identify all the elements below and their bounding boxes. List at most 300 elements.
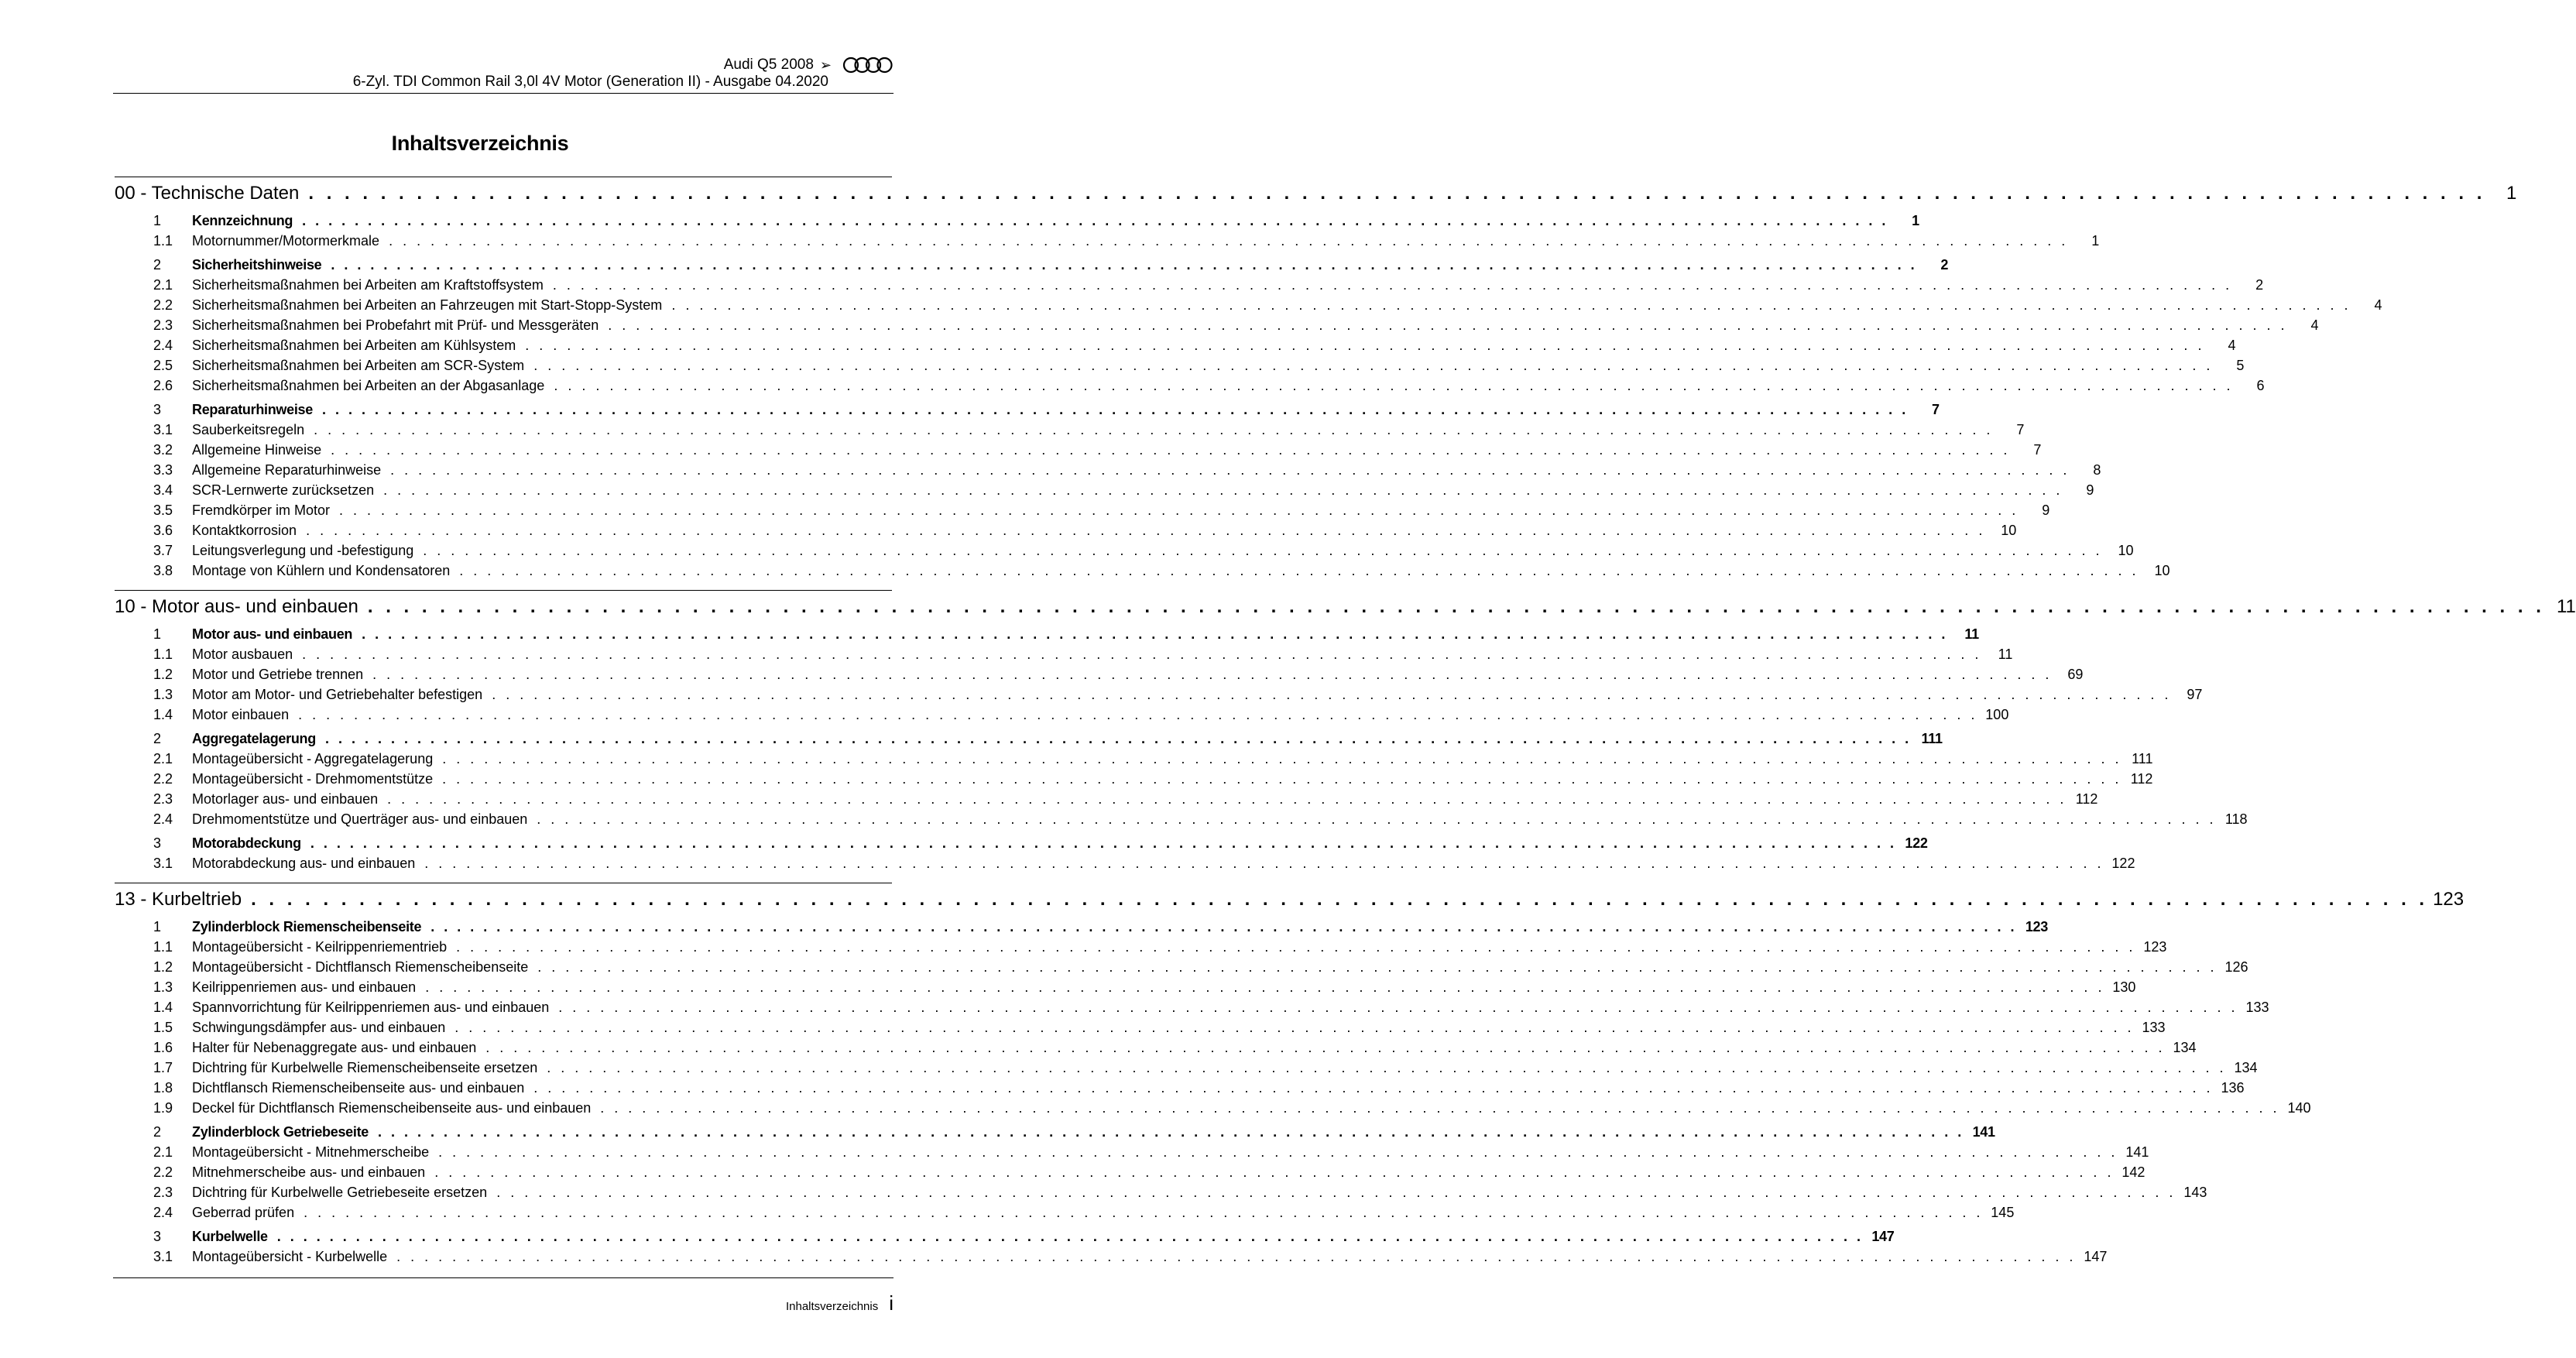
sub-title: Deckel für Dichtflansch Riemenscheibenseite aus- und einbauen xyxy=(192,1100,592,1116)
table-of-contents xyxy=(115,177,2576,1267)
sub-label xyxy=(115,937,447,957)
section-entry[interactable] xyxy=(115,1122,1995,1142)
sub-number: 1.1 xyxy=(153,939,173,955)
section-entry[interactable] xyxy=(115,729,1943,749)
section-number: 2 xyxy=(153,731,161,746)
subsection-entry[interactable] xyxy=(115,644,2013,664)
sub-title: SCR-Lernwerte zurücksetzen xyxy=(192,482,375,498)
sub-title: Dichtring für Kurbelwelle Getriebeseite ersetzen xyxy=(192,1185,488,1200)
sub-page-number: 4 xyxy=(2374,297,2382,313)
sub-number: 2.1 xyxy=(153,277,173,293)
section-page-number: 111 xyxy=(1921,731,1943,746)
sub-page-number: 97 xyxy=(2187,687,2203,702)
leader-dots: . . . . . . . . . . . . . . . . . . . . . . . . . . . . . . . . . . . . . . . . . . . . . . . . . . . . . . . . . . . . . . . . . . . . . . . . . . . . . . . . . . . . . . . . . . . . . . . . . . . . . . . . . . . . . . . . . . . . . . . . . xyxy=(496,1185,2176,1200)
sub-title: Montageübersicht - Dichtflansch Riemenscheibenseite xyxy=(192,959,529,975)
leader-dots: . . . . . . . . . . . . . . . . . . . . . . . . . . . . . . . . . . . . . . . . . . . . . . . . . . . . . . . . . . . . . . . . . . . . . . . . . . . . . . . . . . . . . . . . . . . . . . . . . . . . . . . . . . . . . . . . . . . . . . . . . xyxy=(552,277,2233,293)
sub-page-number: 10 xyxy=(2001,523,2017,538)
section-entry[interactable] xyxy=(115,255,1949,275)
section-label xyxy=(115,211,293,231)
sub-page-number: 112 xyxy=(2075,791,2098,807)
page-title: Inhaltsverzeichnis xyxy=(391,132,569,155)
subsection-entry[interactable] xyxy=(115,440,2042,460)
subsection-entry[interactable] xyxy=(115,1098,2311,1118)
sub-label xyxy=(115,275,544,295)
section-label xyxy=(115,833,301,853)
section-title: Sicherheitshinweise xyxy=(192,257,322,273)
subsection-entry[interactable] xyxy=(115,231,2100,251)
sub-title: Dichtring für Kurbelwelle Riemenscheibenseite ersetzen xyxy=(192,1060,538,1075)
sub-number: 2.2 xyxy=(153,1164,173,1180)
section-label xyxy=(115,400,313,420)
sub-page-number: 141 xyxy=(2125,1144,2149,1160)
leader-dots: . . . . . . . . . . . . . . . . . . . . . . . . . . . . . . . . . . . . . . . . . . . . . . . . . . . . . . . . . . . . . . . . . . . . . . . . . . . . . . . . . . . . . . . . . . . . . . . . . . . . . . . . . . . . . . . . . . . . . . . . . xyxy=(525,338,2205,353)
sub-label xyxy=(115,1058,537,1078)
sub-title: Drehmomentstütze und Querträger aus- und einbauen xyxy=(192,811,528,827)
subsection-entry[interactable] xyxy=(115,749,2153,769)
leader-dots: . . . . . . . . . . . . . . . . . . . . . . . . . . . . . . . . . . . . . . . . . . . . . . . . . . . . . . . . . . . . . . . . . . . . . . . . . . . . . . . . . . . . . . . . . . . . . . . . . . . . . . . . . . . . . . . . . . . . . . . . . xyxy=(331,442,2011,458)
leader-dots: . . . . . . . . . . . . . . . . . . . . . . . . . . . . . . . . . . . . . . . . . . . . . . . . . . . . . . . . . . . . . . . . . . . . . . . . . . . . . . . . . . . . . . . . . . . . . . . . . . . . . . . . . . . . . . . . . . . . . . . . . xyxy=(533,1080,2214,1096)
sub-title: Sicherheitsmaßnahmen bei Arbeiten am Kraftstoffsystem xyxy=(192,277,544,293)
sub-number: 3.2 xyxy=(153,442,173,458)
subsection-entry[interactable] xyxy=(115,315,2319,335)
subsection-entry[interactable] xyxy=(115,520,2017,540)
sub-title: Sicherheitsmaßnahmen bei Probefahrt mit Prüf- und Messgeräten xyxy=(192,317,599,333)
sub-page-number: 8 xyxy=(2093,462,2101,478)
leader-dots: . . . . . . . . . . . . . . . . . . . . . . . . . . . . . . . . . . . . . . . . . . . . . . . . . . . . . . . . . . . . . . . . . . . . . . . . . . . . . . . . . . . . . . . . . . . . . . . . . . . . . . . . . . . . . . . . . . . . . . . . . xyxy=(314,422,1994,437)
sub-number: 1.3 xyxy=(153,687,173,702)
chapter-page-number: 123 xyxy=(2433,889,2465,910)
sub-label xyxy=(115,480,374,500)
section-number: 2 xyxy=(153,1124,161,1140)
leader-dots: . . . . . . . . . . . . . . . . . . . . . . . . . . . . . . . . . . . . . . . . . . . . . . . . . . . . . . . . . . . . . . . . . . . . . . . . . . . . . . . . . . . . . . . . . . . . . . . . . . . . . . . . . . . . . . . . . . . . . . . . . xyxy=(310,835,1897,851)
leader-dots: . . . . . . . . . . . . . . . . . . . . . . . . . . . . . . . . . . . . . . . . . . . . . . . . . . . . . . . . . . . . . . . . . . . . . . . . . . . . . . . . . . . . . . . . . . . . . . . . . . . . . . . . . . . . . . . . . . . . . . . . . xyxy=(442,771,2122,787)
section-number: 3 xyxy=(153,402,161,417)
chapter-title: 13 - Kurbeltrieb xyxy=(115,889,242,910)
sub-number: 2.2 xyxy=(153,297,173,313)
subsection-entry[interactable] xyxy=(115,684,2203,705)
sub-label xyxy=(115,440,321,460)
section-title: Zylinderblock Getriebeseite xyxy=(192,1124,369,1140)
sub-number: 3.1 xyxy=(153,1249,173,1264)
sub-page-number: 118 xyxy=(2224,811,2248,827)
sub-page-number: 111 xyxy=(2132,751,2153,766)
sub-page-number: 136 xyxy=(2221,1080,2245,1096)
leader-dots: . . . . . . . . . . . . . . . . . . . . . . . . . . . . . . . . . . . . . . . . . . . . . . . . . . . . . . . . . . . . . . . . . . . . . . . . . . . . . . . . . . . . . . . . . . . . . . . . . . . . . . . . . . . . . . . . . . . . . . . . . xyxy=(324,731,1912,746)
subsection-entry[interactable] xyxy=(115,1202,2015,1223)
sub-page-number: 9 xyxy=(2086,482,2094,498)
subsection-entry[interactable] xyxy=(115,540,2134,561)
sub-title: Montageübersicht - Kurbelwelle xyxy=(192,1249,388,1264)
leader-dots: . . . . . . . . . . . . . . . . . . . . . . . . . . . . . . . . . . . . . . . . . . . . . . . . . . . . . . . . . . . . . . . . . . . . . . . . . . . . . . . . . . . . . . . . . . . . . . . . . . . . . . . . . . . . . . . . . . . . . . . . . xyxy=(547,1060,2227,1075)
leader-dots: . . . . . . . . . . . . . . . . . . . . . . . . . . . . . . . . . . . . . . . . . . . . . . . . . . . . . . . . . . . . . . . . . . . . . . . . . . . . . . . . . . . . . . . . . . . . . . . . . . . . . . . . . . . . . . . . . . . . . . . . . xyxy=(533,358,2214,373)
footer-label: Inhaltsverzeichnis xyxy=(785,1300,879,1313)
section-page-number: 7 xyxy=(1931,402,1940,417)
chapter-label xyxy=(115,886,242,913)
header-subtitle: 6-Zyl. TDI Common Rail 3,0l 4V Motor (Generation II) - Ausgabe 04.2020 xyxy=(352,74,828,90)
subsection-entry[interactable] xyxy=(115,997,2269,1017)
subsection-entry[interactable] xyxy=(115,460,2101,480)
sub-title: Sicherheitsmaßnahmen bei Arbeiten am SCR-System xyxy=(192,358,525,373)
arrow-icon: ➢ xyxy=(819,57,832,73)
section-entry[interactable] xyxy=(115,211,1919,231)
subsection-entry[interactable] xyxy=(115,561,2170,581)
section-page-number: 141 xyxy=(1972,1124,1995,1140)
chapter-block xyxy=(115,590,2576,873)
section-number: 3 xyxy=(153,1229,161,1244)
leader-dots: . . . . . . . . . . . . . . . . . . . . . . . . . . . . . . . . . . . . . . . . . . . . . . . . . . . . . . . . . . . . . . . . . . . . . . . . . . . . . . . . . . . . . . . . . . . . . . . . . . . . . . . . . . . . . . . . . . . . . . . . . xyxy=(251,889,2429,910)
subsection-entry[interactable] xyxy=(115,853,2135,873)
subsection-entry[interactable] xyxy=(115,1017,2166,1037)
sub-title: Leitungsverlegung und -befestigung xyxy=(192,543,414,558)
sub-title: Sauberkeitsregeln xyxy=(192,422,305,437)
chapter-entry[interactable] xyxy=(115,180,2517,207)
sub-page-number: 123 xyxy=(2143,939,2167,955)
sub-number: 2.1 xyxy=(153,1144,173,1160)
sub-label xyxy=(115,997,549,1017)
subsection-entry[interactable] xyxy=(115,705,2009,725)
chapter-label xyxy=(115,594,358,620)
leader-dots: . . . . . . . . . . . . . . . . . . . . . . . . . . . . . . . . . . . . . . . . . . . . . . . . . . . . . . . . . . . . . . . . . . . . . . . . . . . . . . . . . . . . . . . . . . . . . . . . . . . . . . . . . . . . . . . . . . . . . . . . . xyxy=(302,646,1982,662)
chapter-page-number: 11 xyxy=(2556,596,2576,617)
sub-number: 3.7 xyxy=(153,543,173,558)
sub-title: Kontaktkorrosion xyxy=(192,523,297,538)
sub-title: Motor einbauen xyxy=(192,707,290,722)
sub-label xyxy=(115,684,482,705)
leader-dots: . . . . . . . . . . . . . . . . . . . . . . . . . . . . . . . . . . . . . . . . . . . . . . . . . . . . . . . . . . . . . . . . . . . . . . . . . . . . . . . . . . . . . . . . . . . . . . . . . . . . . . . . . . . . . . . . . . . . . . . . . xyxy=(554,378,2234,393)
sub-label xyxy=(115,664,363,684)
sub-number: 1.4 xyxy=(153,1000,173,1015)
sub-page-number: 100 xyxy=(1985,707,2009,722)
sub-page-number: 5 xyxy=(2236,358,2245,373)
sub-title: Montageübersicht - Mitnehmerscheibe xyxy=(192,1144,430,1160)
leader-dots: . . . . . . . . . . . . . . . . . . . . . . . . . . . . . . . . . . . . . . . . . . . . . . . . . . . . . . . . . . . . . . . . . . . . . . . . . . . . . . . . . . . . . . . . . . . . . . . . . . . . . . . . . . . . . . . . . . . . . . . . . xyxy=(298,707,1978,722)
section-entry[interactable] xyxy=(115,400,1940,420)
subsection-entry[interactable] xyxy=(115,789,2098,809)
leader-dots: . . . . . . . . . . . . . . . . . . . . . . . . . . . . . . . . . . . . . . . . . . . . . . . . . . . . . . . . . . . . . . . . . . . . . . . . . . . . . . . . . . . . . . . . . . . . . . . . . . . . . . . . . . . . . . . . . . . . . . . . . xyxy=(425,979,2105,995)
sub-label xyxy=(115,705,289,725)
sub-title: Allgemeine Reparaturhinweise xyxy=(192,462,382,478)
subsection-entry[interactable] xyxy=(115,275,2264,295)
leader-dots: . . . . . . . . . . . . . . . . . . . . . . . . . . . . . . . . . . . . . . . . . . . . . . . . . . . . . . . . . . . . . . . . . . . . . . . . . . . . . . . . . . . . . . . . . . . . . . . . . . . . . . . . . . . . . . . . . . . . . . . . . xyxy=(302,213,1888,228)
sub-number: 1.1 xyxy=(153,646,173,662)
leader-dots: . . . . . . . . . . . . . . . . . . . . . . . . . . . . . . . . . . . . . . . . . . . . . . . . . . . . . . . . . . . . . . . . . . . . . . . . . . . . . . . . . . . . . . . . . . . . . . . . . . . . . . . . . . . . . . . . . . . . . . . . . xyxy=(377,1124,1964,1140)
sub-title: Geberrad prüfen xyxy=(192,1205,295,1220)
sub-label xyxy=(115,789,378,809)
section-entry[interactable] xyxy=(115,624,1979,644)
section-title: Kurbelwelle xyxy=(192,1229,268,1244)
sub-label xyxy=(115,231,379,251)
chapter-entry[interactable] xyxy=(115,886,2465,913)
leader-dots: . . . . . . . . . . . . . . . . . . . . . . . . . . . . . . . . . . . . . . . . . . . . . . . . . . . . . . . . . . . . . . . . . . . . . . . . . . . . . . . . . . . . . . . . . . . . . . . . . . . . . . . . . . . . . . . . . . . . . . . . . xyxy=(438,1144,2118,1160)
sub-title: Sicherheitsmaßnahmen bei Arbeiten am Kühlsystem xyxy=(192,338,516,353)
sub-page-number: 4 xyxy=(2228,338,2236,353)
sub-number: 2.5 xyxy=(153,358,173,373)
section-number: 1 xyxy=(153,919,161,934)
page-footer xyxy=(786,1291,894,1315)
subsection-entry[interactable] xyxy=(115,335,2236,355)
subsection-entry[interactable] xyxy=(115,977,2136,997)
subsection-entry[interactable] xyxy=(115,355,2245,376)
header-divider xyxy=(113,93,894,94)
sub-label xyxy=(115,1037,476,1058)
leader-dots: . . . . . . . . . . . . . . . . . . . . . . . . . . . . . . . . . . . . . . . . . . . . . . . . . . . . . . . . . . . . . . . . . . . . . . . . . . . . . . . . . . . . . . . . . . . . . . . . . . . . . . . . . . . . . . . . . . . . . . . . . xyxy=(454,1020,2135,1035)
sub-number: 3.5 xyxy=(153,502,173,518)
sub-title: Halter für Nebenaggregate aus- und einbauen xyxy=(192,1040,477,1055)
sub-number: 2.3 xyxy=(153,791,173,807)
sub-page-number: 133 xyxy=(2142,1020,2166,1035)
leader-dots: . . . . . . . . . . . . . . . . . . . . . . . . . . . . . . . . . . . . . . . . . . . . . . . . . . . . . . . . . . . . . . . . . . . . . . . . . . . . . . . . . . . . . . . . . . . . . . . . . . . . . . . . . . . . . . . . . . . . . . . . . xyxy=(424,856,2104,871)
subsection-entry[interactable] xyxy=(115,420,2025,440)
subsection-entry[interactable] xyxy=(115,1162,2146,1182)
section-title: Kennzeichnung xyxy=(192,213,293,228)
section-page-number: 147 xyxy=(1871,1229,1895,1244)
sub-number: 1.8 xyxy=(153,1080,173,1096)
sub-number: 1.5 xyxy=(153,1020,173,1035)
leader-dots: . . . . . . . . . . . . . . . . . . . . . . . . . . . . . . . . . . . . . . . . . . . . . . . . . . . . . . . . . . . . . . . . . . . . . . . . . . . . . . . . . . . . . . . . . . . . . . . . . . . . . . . . . . . . . . . . . . . . . . . . . xyxy=(537,959,2218,975)
sub-title: Sicherheitsmaßnahmen bei Arbeiten an der Abgasanlage xyxy=(192,378,545,393)
sub-page-number: 7 xyxy=(2016,422,2025,437)
sub-label xyxy=(115,1098,591,1118)
section-title: Zylinderblock Riemenscheibenseite xyxy=(192,919,422,934)
subsection-entry[interactable] xyxy=(115,1182,2207,1202)
section-number: 1 xyxy=(153,626,161,642)
subsection-entry[interactable] xyxy=(115,376,2265,396)
sub-title: Allgemeine Hinweise xyxy=(192,442,322,458)
sub-page-number: 2 xyxy=(2255,277,2264,293)
section-entry[interactable] xyxy=(115,833,1928,853)
section-number: 3 xyxy=(153,835,161,851)
sub-title: Motor und Getriebe trennen xyxy=(192,667,364,682)
sub-page-number: 4 xyxy=(2310,317,2319,333)
leader-dots: . . . . . . . . . . . . . . . . . . . . . . . . . . . . . . . . . . . . . . . . . . . . . . . . . . . . . . . . . . . . . . . . . . . . . . . . . . . . . . . . . . . . . . . . . . . . . . . . . . . . . . . . . . . . . . . . . . . . . . . . . xyxy=(362,626,1948,642)
leader-dots: . . . . . . . . . . . . . . . . . . . . . . . . . . . . . . . . . . . . . . . . . . . . . . . . . . . . . . . . . . . . . . . . . . . . . . . . . . . . . . . . . . . . . . . . . . . . . . . . . . . . . . . . . . . . . . . . . . . . . . . . . xyxy=(389,233,2069,249)
section-number: 2 xyxy=(153,257,161,273)
section-page-number: 123 xyxy=(2025,919,2048,934)
sub-label xyxy=(115,540,413,561)
sub-label xyxy=(115,355,524,376)
sub-number: 3.3 xyxy=(153,462,173,478)
sub-label xyxy=(115,376,544,396)
chapter-block xyxy=(115,177,2517,581)
sub-label xyxy=(115,500,330,520)
leader-dots: . . . . . . . . . . . . . . . . . . . . . . . . . . . . . . . . . . . . . . . . . . . . . . . . . . . . . . . . . . . . . . . . . . . . . . . . . . . . . . . . . . . . . . . . . . . . . . . . . . . . . . . . . . . . . . . . . . . . . . . . . xyxy=(671,297,2351,313)
sub-number: 3.6 xyxy=(153,523,173,538)
sub-title: Motorabdeckung aus- und einbauen xyxy=(192,856,416,871)
section-title: Aggregatelagerung xyxy=(192,731,316,746)
subsection-entry[interactable] xyxy=(115,500,2050,520)
sub-title: Dichtflansch Riemenscheibenseite aus- und einbauen xyxy=(192,1080,525,1096)
subsection-entry[interactable] xyxy=(115,769,2153,789)
leader-dots: . . . . . . . . . . . . . . . . . . . . . . . . . . . . . . . . . . . . . . . . . . . . . . . . . . . . . . . . . . . . . . . . . . . . . . . . . . . . . . . . . . . . . . . . . . . . . . . . . . . . . . . . . . . . . . . . . . . . . . . . . xyxy=(372,667,2053,682)
sub-title: Montageübersicht - Aggregatelagerung xyxy=(192,751,434,766)
sub-number: 2.2 xyxy=(153,771,173,787)
page-header xyxy=(119,56,894,91)
section-label xyxy=(115,1122,369,1142)
sub-number: 2.3 xyxy=(153,317,173,333)
sub-label xyxy=(115,1162,425,1182)
leader-dots: . . . . . . . . . . . . . . . . . . . . . . . . . . . . . . . . . . . . . . . . . . . . . . . . . . . . . . . . . . . . . . . . . . . . . . . . . . . . . . . . . . . . . . . . . . . . . . . . . . . . . . . . . . . . . . . . . . . . . . . . . xyxy=(492,687,2172,702)
sub-page-number: 140 xyxy=(2287,1100,2311,1116)
sub-label xyxy=(115,561,450,581)
subsection-entry[interactable] xyxy=(115,937,2167,957)
chapter-title: 10 - Motor aus- und einbauen xyxy=(115,596,358,617)
sub-page-number: 7 xyxy=(2033,442,2042,458)
subsection-entry[interactable] xyxy=(115,480,2094,500)
chapter-divider xyxy=(115,590,892,591)
sub-label xyxy=(115,460,381,480)
subsection-entry[interactable] xyxy=(115,1078,2245,1098)
footer-page-number: i xyxy=(889,1291,894,1315)
sub-number: 2.4 xyxy=(153,1205,173,1220)
chapter-label xyxy=(115,180,299,207)
chapter-title: 00 - Technische Daten xyxy=(115,183,300,204)
sub-title: Motor am Motor- und Getriebehalter befestigen xyxy=(192,687,483,702)
sub-page-number: 142 xyxy=(2122,1164,2146,1180)
sub-page-number: 143 xyxy=(2183,1185,2207,1200)
section-page-number: 1 xyxy=(1912,213,1919,228)
subsection-entry[interactable] xyxy=(115,1037,2197,1058)
sub-page-number: 6 xyxy=(2256,378,2265,393)
leader-dots: . . . . . . . . . . . . . . . . . . . . . . . . . . . . . . . . . . . . . . . . . . . . . . . . . . . . . . . . . . . . . . . . . . . . . . . . . . . . . . . . . . . . . . . . . . . . . . . . . . . . . . . . . . . . . . . . . . . . . . . . . xyxy=(367,596,2545,617)
leader-dots: . . . . . . . . . . . . . . . . . . . . . . . . . . . . . . . . . . . . . . . . . . . . . . . . . . . . . . . . . . . . . . . . . . . . . . . . . . . . . . . . . . . . . . . . . . . . . . . . . . . . . . . . . . . . . . . . . . . . . . . . . xyxy=(459,563,2139,578)
sub-number: 1.7 xyxy=(153,1060,173,1075)
sub-page-number: 130 xyxy=(2112,979,2136,995)
subsection-entry[interactable] xyxy=(115,1142,2149,1162)
sub-number: 3.8 xyxy=(153,563,173,578)
leader-dots: . . . . . . . . . . . . . . . . . . . . . . . . . . . . . . . . . . . . . . . . . . . . . . . . . . . . . . . . . . . . . . . . . . . . . . . . . . . . . . . . . . . . . . . . . . . . . . . . . . . . . . . . . . . . . . . . . . . . . . . . . xyxy=(321,402,1909,417)
sub-label xyxy=(115,1078,524,1098)
sub-number: 1.6 xyxy=(153,1040,173,1055)
sub-label xyxy=(115,420,304,440)
sub-page-number: 126 xyxy=(2224,959,2248,975)
sub-number: 1.2 xyxy=(153,959,173,975)
sub-label xyxy=(115,295,662,315)
sub-page-number: 145 xyxy=(1991,1205,2015,1220)
leader-dots: . . . . . . . . . . . . . . . . . . . . . . . . . . . . . . . . . . . . . . . . . . . . . . . . . . . . . . . . . . . . . . . . . . . . . . . . . . . . . . . . . . . . . . . . . . . . . . . . . . . . . . . . . . . . . . . . . . . . . . . . . xyxy=(600,1100,2280,1116)
section-page-number: 2 xyxy=(1940,257,1949,273)
section-entry[interactable] xyxy=(115,917,2048,937)
chapter-page-number: 1 xyxy=(2506,183,2517,204)
section-label xyxy=(115,917,421,937)
sub-title: Mitnehmerscheibe aus- und einbauen xyxy=(192,1164,426,1180)
section-number: 1 xyxy=(153,213,161,228)
leader-dots: . . . . . . . . . . . . . . . . . . . . . . . . . . . . . . . . . . . . . . . . . . . . . . . . . . . . . . . . . . . . . . . . . . . . . . . . . . . . . . . . . . . . . . . . . . . . . . . . . . . . . . . . . . . . . . . . . . . . . . . . . xyxy=(383,482,2063,498)
header-model: Audi Q5 2008 xyxy=(723,57,814,73)
sub-page-number: 10 xyxy=(2118,543,2134,558)
section-label xyxy=(115,729,316,749)
leader-dots: . . . . . . . . . . . . . . . . . . . . . . . . . . . . . . . . . . . . . . . . . . . . . . . . . . . . . . . . . . . . . . . . . . . . . . . . . . . . . . . . . . . . . . . . . . . . . . . . . . . . . . . . . . . . . . . . . . . . . . . . . xyxy=(306,523,1986,538)
sub-title: Keilrippenriemen aus- und einbauen xyxy=(192,979,417,995)
sub-title: Sicherheitsmaßnahmen bei Arbeiten an Fahrzeugen mit Start-Stopp-System xyxy=(192,297,663,313)
sub-number: 1.4 xyxy=(153,707,173,722)
leader-dots: . . . . . . . . . . . . . . . . . . . . . . . . . . . . . . . . . . . . . . . . . . . . . . . . . . . . . . . . . . . . . . . . . . . . . . . . . . . . . . . . . . . . . . . . . . . . . . . . . . . . . . . . . . . . . . . . . . . . . . . . . xyxy=(390,462,2070,478)
leader-dots: . . . . . . . . . . . . . . . . . . . . . . . . . . . . . . . . . . . . . . . . . . . . . . . . . . . . . . . . . . . . . . . . . . . . . . . . . . . . . . . . . . . . . . . . . . . . . . . . . . . . . . . . . . . . . . . . . . . . . . . . . xyxy=(456,939,2136,955)
subsection-entry[interactable] xyxy=(115,809,2248,829)
sub-label xyxy=(115,749,433,769)
sub-label xyxy=(115,1142,429,1162)
sub-title: Motor ausbauen xyxy=(192,646,293,662)
leader-dots: . . . . . . . . . . . . . . . . . . . . . . . . . . . . . . . . . . . . . . . . . . . . . . . . . . . . . . . . . . . . . . . . . . . . . . . . . . . . . . . . . . . . . . . . . . . . . . . . . . . . . . . . . . . . . . . . . . . . . . . . . xyxy=(331,257,1918,273)
leader-dots: . . . . . . . . . . . . . . . . . . . . . . . . . . . . . . . . . . . . . . . . . . . . . . . . . . . . . . . . . . . . . . . . . . . . . . . . . . . . . . . . . . . . . . . . . . . . . . . . . . . . . . . . . . . . . . . . . . . . . . . . . xyxy=(339,502,2019,518)
sub-title: Spannvorrichtung für Keilrippenriemen aus- und einbauen xyxy=(192,1000,550,1015)
audi-rings-icon xyxy=(842,57,894,74)
sub-title: Motorlager aus- und einbauen xyxy=(192,791,379,807)
leader-dots: . . . . . . . . . . . . . . . . . . . . . . . . . . . . . . . . . . . . . . . . . . . . . . . . . . . . . . . . . . . . . . . . . . . . . . . . . . . . . . . . . . . . . . . . . . . . . . . . . . . . . . . . . . . . . . . . . . . . . . . . . xyxy=(430,919,2017,934)
sub-page-number: 10 xyxy=(2154,563,2170,578)
sub-number: 1.3 xyxy=(153,979,173,995)
chapter-block xyxy=(115,883,2465,1267)
sub-label xyxy=(115,809,527,829)
sub-number: 2.1 xyxy=(153,751,173,766)
sub-label xyxy=(115,1017,445,1037)
leader-dots: . . . . . . . . . . . . . . . . . . . . . . . . . . . . . . . . . . . . . . . . . . . . . . . . . . . . . . . . . . . . . . . . . . . . . . . . . . . . . . . . . . . . . . . . . . . . . . . . . . . . . . . . . . . . . . . . . . . . . . . . . xyxy=(608,317,2288,333)
header-model-line xyxy=(119,56,894,74)
sub-label xyxy=(115,853,415,873)
chapter-entry[interactable] xyxy=(115,594,2576,620)
subsection-entry[interactable] xyxy=(115,664,2084,684)
sub-number: 3.4 xyxy=(153,482,173,498)
sub-page-number: 133 xyxy=(2245,1000,2269,1015)
leader-dots: . . . . . . . . . . . . . . . . . . . . . . . . . . . . . . . . . . . . . . . . . . . . . . . . . . . . . . . . . . . . . . . . . . . . . . . . . . . . . . . . . . . . . . . . . . . . . . . . . . . . . . . . . . . . . . . . . . . . . . . . . xyxy=(442,751,2122,766)
sub-label xyxy=(115,1202,294,1223)
sub-number: 3.1 xyxy=(153,856,173,871)
sub-page-number: 11 xyxy=(1998,646,2013,662)
leader-dots: . . . . . . . . . . . . . . . . . . . . . . . . . . . . . . . . . . . . . . . . . . . . . . . . . . . . . . . . . . . . . . . . . . . . . . . . . . . . . . . . . . . . . . . . . . . . . . . . . . . . . . . . . . . . . . . . . . . . . . . . . xyxy=(387,791,2067,807)
section-title: Reparaturhinweise xyxy=(192,402,313,417)
sub-title: Montageübersicht - Drehmomentstütze xyxy=(192,771,434,787)
sub-number: 1.9 xyxy=(153,1100,173,1116)
sub-label xyxy=(115,520,297,540)
sub-title: Schwingungsdämpfer aus- und einbauen xyxy=(192,1020,446,1035)
sub-page-number: 69 xyxy=(2067,667,2084,682)
sub-number: 2.6 xyxy=(153,378,173,393)
section-title: Motor aus- und einbauen xyxy=(192,626,353,642)
leader-dots: . . . . . . . . . . . . . . . . . . . . . . . . . . . . . . . . . . . . . . . . . . . . . . . . . . . . . . . . . . . . . . . . . . . . . . . . . . . . . . . . . . . . . . . . . . . . . . . . . . . . . . . . . . . . . . . . . . . . . . . . . xyxy=(485,1040,2166,1055)
sub-page-number: 134 xyxy=(2173,1040,2197,1055)
leader-dots: . . . . . . . . . . . . . . . . . . . . . . . . . . . . . . . . . . . . . . . . . . . . . . . . . . . . . . . . . . . . . . . . . . . . . . . . . . . . . . . . . . . . . . . . . . . . . . . . . . . . . . . . . . . . . . . . . . . . . . . . . xyxy=(423,543,2103,558)
sub-page-number: 112 xyxy=(2130,771,2153,787)
leader-dots: . . . . . . . . . . . . . . . . . . . . . . . . . . . . . . . . . . . . . . . . . . . . . . . . . . . . . . . . . . . . . . . . . . . . . . . . . . . . . . . . . . . . . . . . . . . . . . . . . . . . . . . . . . . . . . . . . . . . . . . . . xyxy=(276,1229,1864,1244)
subsection-entry[interactable] xyxy=(115,295,2382,315)
sub-page-number: 9 xyxy=(2042,502,2050,518)
sub-number: 2.3 xyxy=(153,1185,173,1200)
leader-dots: . . . . . . . . . . . . . . . . . . . . . . . . . . . . . . . . . . . . . . . . . . . . . . . . . . . . . . . . . . . . . . . . . . . . . . . . . . . . . . . . . . . . . . . . . . . . . . . . . . . . . . . . . . . . . . . . . . . . . . . . . xyxy=(537,811,2217,827)
subsection-entry[interactable] xyxy=(115,957,2248,977)
sub-label xyxy=(115,315,599,335)
sub-label xyxy=(115,644,293,664)
sub-label xyxy=(115,335,516,355)
sub-title: Fremdkörper im Motor xyxy=(192,502,331,518)
sub-title: Motornummer/Motormerkmale xyxy=(192,233,380,249)
subsection-entry[interactable] xyxy=(115,1247,2108,1267)
section-title: Motorabdeckung xyxy=(192,835,301,851)
section-label xyxy=(115,624,352,644)
subsection-entry[interactable] xyxy=(115,1058,2258,1078)
sub-number: 2.4 xyxy=(153,811,173,827)
leader-dots: . . . . . . . . . . . . . . . . . . . . . . . . . . . . . . . . . . . . . . . . . . . . . . . . . . . . . . . . . . . . . . . . . . . . . . . . . . . . . . . . . . . . . . . . . . . . . . . . . . . . . . . . . . . . . . . . . . . . . . . . . xyxy=(434,1164,2115,1180)
leader-dots: . . . . . . . . . . . . . . . . . . . . . . . . . . . . . . . . . . . . . . . . . . . . . . . . . . . . . . . . . . . . . . . . . . . . . . . . . . . . . . . . . . . . . . . . . . . . . . . . . . . . . . . . . . . . . . . . . . . . . . . . . xyxy=(558,1000,2238,1015)
sub-title: Montage von Kühlern und Kondensatoren xyxy=(192,563,451,578)
sub-label xyxy=(115,1182,487,1202)
sub-page-number: 134 xyxy=(2234,1060,2258,1075)
sub-page-number: 1 xyxy=(2091,233,2100,249)
sub-page-number: 147 xyxy=(2084,1249,2108,1264)
sub-label xyxy=(115,1247,387,1267)
sub-number: 2.4 xyxy=(153,338,173,353)
section-page-number: 11 xyxy=(1964,626,1979,642)
section-entry[interactable] xyxy=(115,1226,1895,1247)
sub-number: 3.1 xyxy=(153,422,173,437)
